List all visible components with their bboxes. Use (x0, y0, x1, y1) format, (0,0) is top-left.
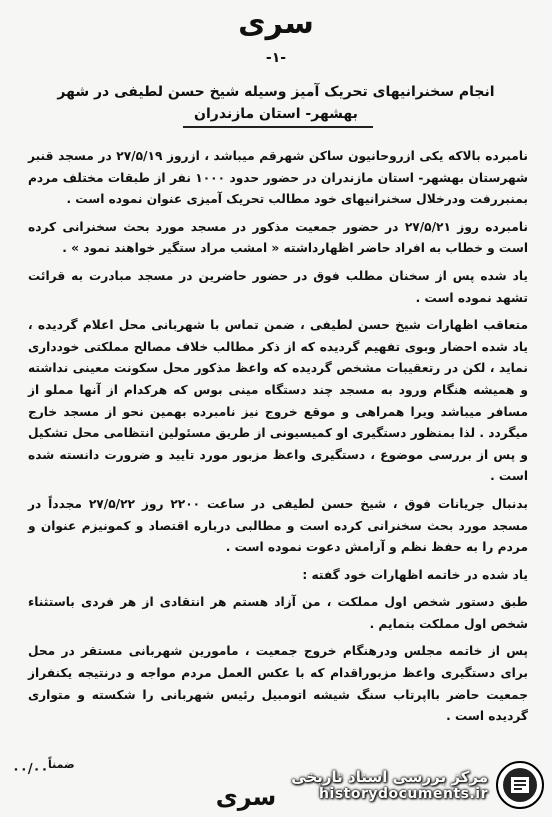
document-title-line1: انجام سخنرانیهای تحریک آمیز وسیله شیخ حسن لطیفی در شهر (57, 84, 495, 100)
body-paragraph: نامبرده روز ۲۷/۵/۲۱ در حضور جمعیت مذکور در مسجد مورد بحث سخنرانی کرده است و خطاب به افراد حاضر اظهارداشته « امشب مراد ستگیر خواهند نمود » . (28, 219, 528, 256)
document-title-line2: بهشهر- استان مازندران (194, 106, 358, 122)
footer-dots: ۰۰/۰۰ (12, 762, 49, 777)
watermark-title: مرکز بررسی اسناد تاریخی (291, 767, 488, 786)
attachment-note: ضمناً (48, 758, 75, 771)
body-paragraph: متعاقب اظهارات شیخ حسن لطیفی ، ضمن تماس با شهربانی محل اعلام گردیده ، یاد شده احضار وبوی تفهیم گردیده که از ذکر مطالب خلاف مصالح مملکتی خودداری نماید ، لکن در رتعقیبات مشخص گردیده که واعظ مذکور محل سکونت معینی نداشته و همیشه هنگام ورود به مسجد چند دستگاه مینی بوس که هرکدام از آنها مملو از مسافر میباشد ویرا همراهی و موقع خروج نیز نامبرده بهمین نحو از مسجد خارج میگردد . لذا بمنظور دستگیری او کمیسیونی از طریق مسئولین انتظامی محل تشکیل و پس از بررسی موضوع ، دستگیری واعظ مزبور مورد تایید و ضرورت دانسته شده است . (28, 318, 528, 484)
body-paragraph: نامبرده بالاکه یکی ازروحانیون ساکن شهرقم میباشد ، ازروز ۲۷/۵/۱۹ در مسجد قنبر شهرستان بهشهر- استان مازندران در حضور حدود ۱۰۰۰ نفر از طبقات مختلف مردم بمنبررفت ودرخلال سخنرانیهای خود مطالب تحریک آمیزی عنوان نموده است . (28, 149, 528, 207)
body-paragraph: طبق دستور شخص اول مملکت ، من آزاد هستم هر انتقادی از هر فردی باستثناء شخص اول مملکت بنمایم . (28, 595, 528, 631)
title-underline (183, 126, 373, 128)
body-paragraph: یاد شده پس از سخنان مطلب فوق در حضور حاضرین در مسجد مبادرت به قرائت تشهد نموده است . (28, 268, 528, 305)
watermark-text (291, 768, 488, 802)
body-paragraph: یاد شده در خاتمه اظهارات خود گفته : (302, 567, 528, 582)
classification-footer: سری (215, 783, 277, 811)
page-number: -۱- (265, 50, 287, 66)
classification-header: سری (238, 6, 314, 41)
watermark-url: historydocuments.ir (319, 785, 488, 802)
archive-logo-icon (494, 759, 546, 811)
document-body (28, 146, 528, 734)
watermark (268, 752, 552, 817)
body-paragraph: بدنبال جریانات فوق ، شیخ حسن لطیفی در ساعت ۲۲۰۰ روز ۲۷/۵/۲۲ مجدداً در مسجد مورد بحث سخنرانی کرده است و مطالبی درباره اقتصاد و کمونیزم عنوان و مردم را به حفظ نظم و آرامش دعوت نموده است . (28, 496, 528, 555)
body-paragraph: پس از خاتمه مجلس ودرهنگام خروج جمعیت ، مامورین شهربانی مستقر در محل برای دستگیری واعظ مزبوراقدام که با عکس العمل مردم مواجه و درنتیجه یکنفراز جمعیت حاضر بااپرتاب سنگ شیشه اتومبیل رئیس شهربانی را شکسته و متواری گردیده است . (28, 644, 528, 724)
